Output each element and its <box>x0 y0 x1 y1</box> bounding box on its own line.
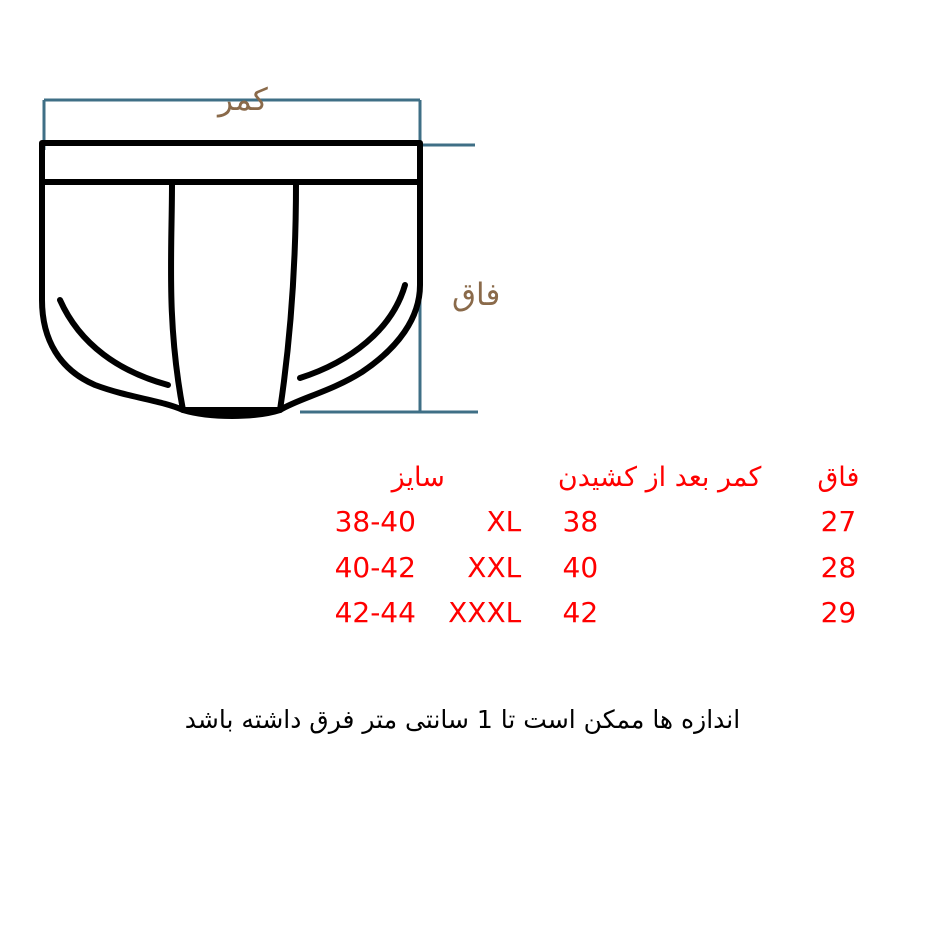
cell-waist: 38 <box>544 500 775 546</box>
table-row <box>293 545 902 591</box>
size-name: XXXL <box>448 596 522 630</box>
size-name: XXL <box>467 550 522 584</box>
cell-size <box>293 500 545 546</box>
rise-label: فاق <box>452 277 501 313</box>
header-rise: فاق <box>775 456 901 500</box>
cell-rise: 29 <box>775 591 901 637</box>
size-table-header <box>293 456 902 500</box>
size-name: XL <box>486 505 522 539</box>
cell-size <box>293 591 545 637</box>
briefs-outline <box>42 143 420 416</box>
cell-waist: 40 <box>544 545 775 591</box>
size-range: 38-40 <box>334 505 416 539</box>
size-range: 42-44 <box>334 596 416 630</box>
measurement-tolerance-note: اندازه ها ممکن است تا 1 سانتی متر فرق داشته باشد <box>184 705 741 734</box>
cell-rise: 27 <box>775 500 901 546</box>
header-size: سایز <box>293 456 545 500</box>
size-table <box>292 455 902 637</box>
table-row <box>293 500 902 546</box>
cell-waist: 42 <box>544 591 775 637</box>
table-row <box>293 591 902 637</box>
cell-size <box>293 545 545 591</box>
size-table-body <box>293 500 902 637</box>
table-header-row <box>293 456 902 500</box>
size-range: 40-42 <box>334 550 416 584</box>
briefs-measurement-diagram <box>0 0 560 440</box>
header-waist: کمر بعد از کشیدن <box>544 456 775 500</box>
measurement-guide-lines <box>44 100 478 412</box>
waist-label: کمر <box>218 82 268 118</box>
cell-rise: 28 <box>775 545 901 591</box>
briefs-illustration <box>0 0 560 440</box>
